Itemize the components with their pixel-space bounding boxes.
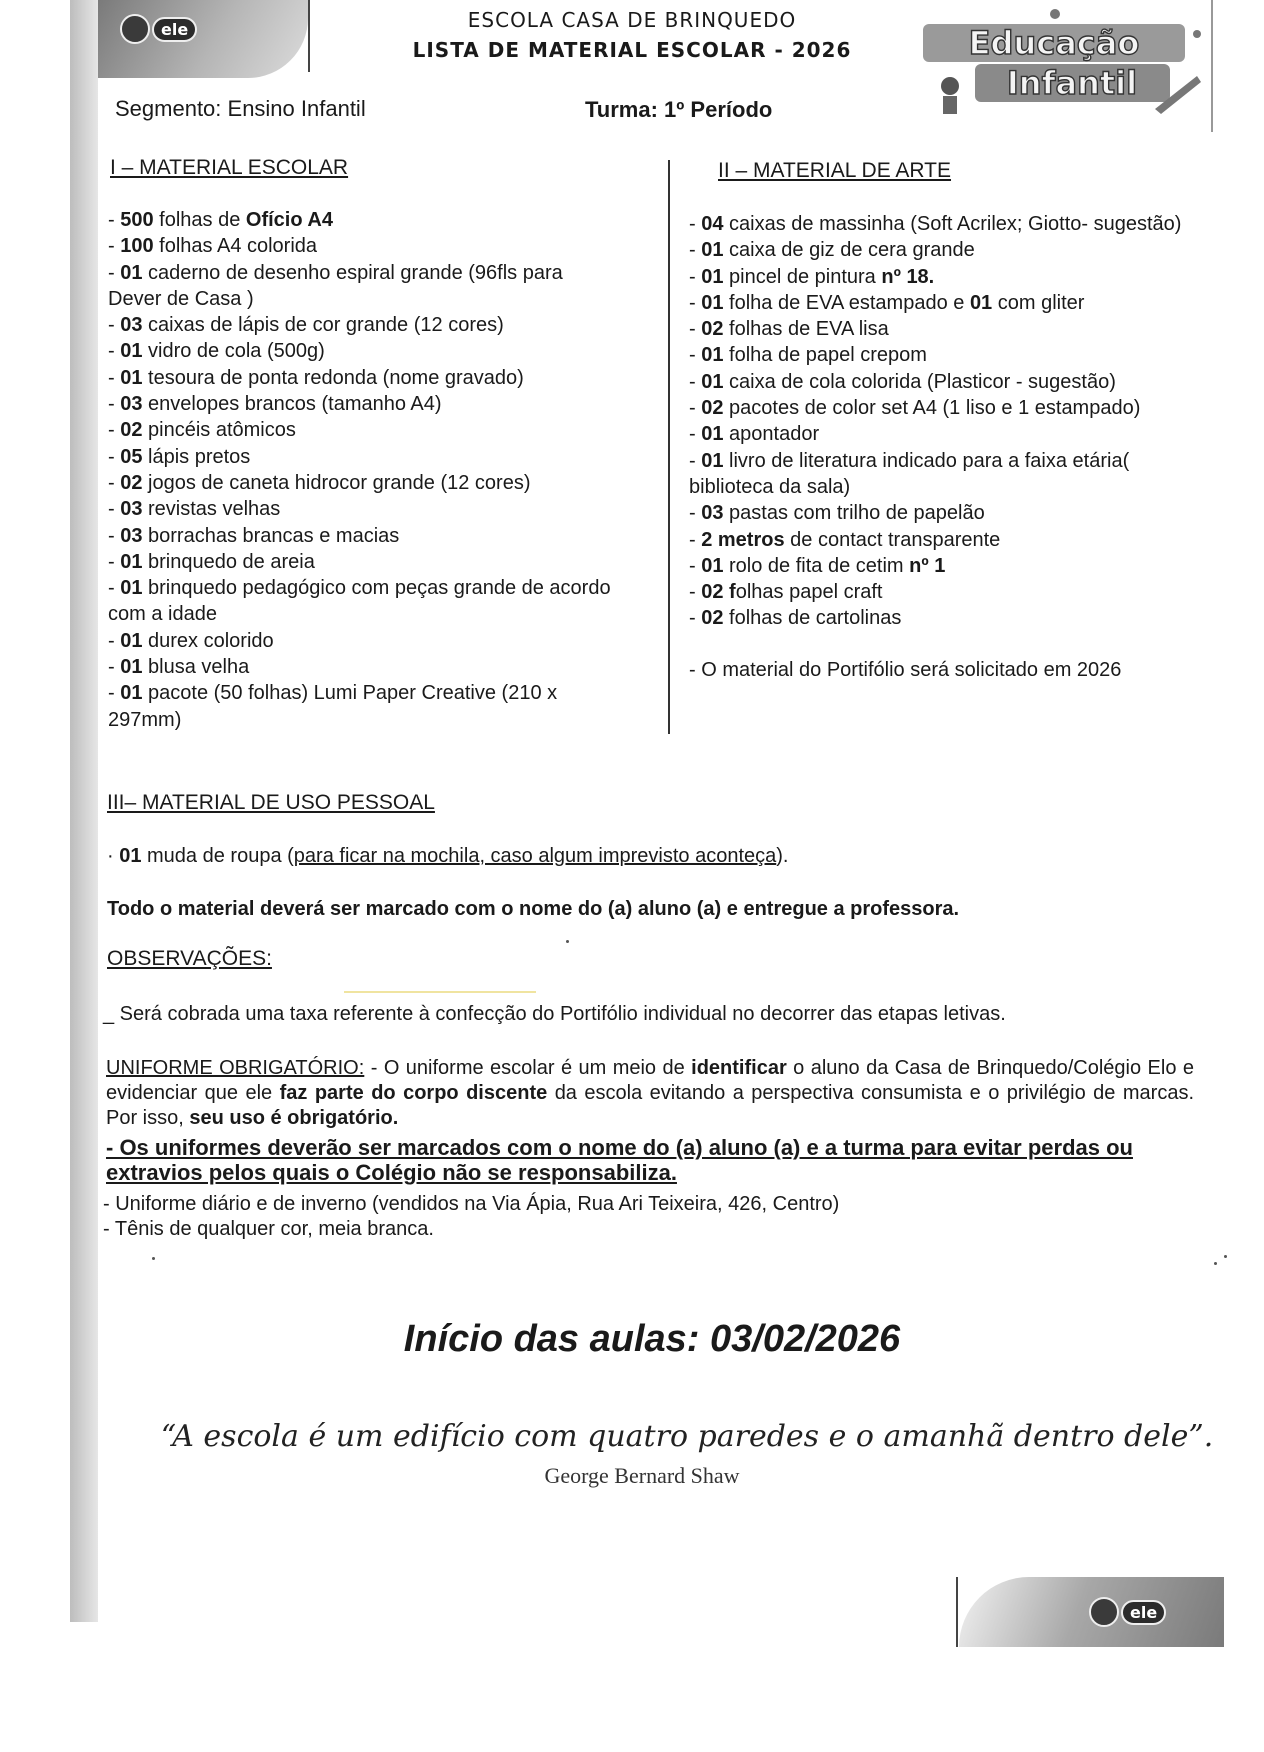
scan-speck <box>566 940 569 943</box>
ele-logo-text-bottom: ele <box>1121 1600 1166 1625</box>
section1-title: I – MATERIAL ESCOLAR <box>110 156 349 179</box>
list-item: - 01 caderno de desenho espiral grande (96fls para Dever de Casa ) <box>108 261 563 310</box>
observations-text: _ Será cobrada uma taxa referente à confecção do Portifólio individual no decorrer das etapas letivas. <box>103 1003 1006 1025</box>
list-item: - 100 folhas A4 colorida <box>108 235 318 258</box>
list-item: - 01 rolo de fita de cetim nº 1 <box>689 554 946 577</box>
list-item: - 500 folhas de Ofício A4 <box>108 209 333 231</box>
list-item: - 03 envelopes brancos (tamanho A4) <box>108 393 442 416</box>
school-name: ESCOLA CASA DE BRINQUEDO <box>467 8 797 32</box>
list-item: - 01 folha de papel crepom <box>689 344 927 367</box>
scan-speck <box>1214 1262 1217 1265</box>
observations-title: OBSERVAÇÕES: <box>107 947 272 970</box>
list-item: - 03 caixas de lápis de cor grande (12 cores) <box>108 314 504 337</box>
list-item: - 03 borrachas brancas e macias <box>108 524 400 547</box>
left-gray-strip <box>70 0 98 1622</box>
ele-logo-text: ele <box>152 17 197 42</box>
list-item: - 03 pastas com trilho de papelão <box>689 502 985 525</box>
seal-icon <box>1089 1597 1119 1627</box>
portfolio-note: - O material do Portifólio será solicitado em 2026 <box>689 659 1122 681</box>
turma-label: Turma: 1º Período <box>585 97 773 122</box>
list-item: - 01 pincel de pintura nº 18. <box>689 265 935 288</box>
list-item: - 04 caixas de massinha (Soft Acrilex; Giotto- sugestão) <box>689 213 1182 235</box>
edu-logo-line2: Infantil <box>1006 64 1138 102</box>
highlight-mark <box>344 991 536 993</box>
school-logo-bottom <box>959 1577 1224 1647</box>
list-item: - 02 pincéis atômicos <box>108 419 296 442</box>
scan-speck <box>152 1257 155 1260</box>
list-item: - 01 tesoura de ponta redonda (nome gravado) <box>108 366 524 389</box>
art-material-list <box>689 211 1199 632</box>
school-material-list <box>108 207 618 733</box>
section2-title: II – MATERIAL DE ARTE <box>718 159 952 182</box>
list-item: - 01 durex colorido <box>108 629 274 652</box>
uniform-daily: - Uniforme diário e de inverno (vendidos na Via Ápia, Rua Ari Teixeira, 426, Centro) <box>103 1193 840 1215</box>
list-item: - 01 brinquedo pedagógico com peças grande de acordo com a idade <box>108 577 611 626</box>
list-item: - 02 pacotes de color set A4 (1 liso e 1 estampado) <box>689 397 1141 420</box>
list-item: - 02 folhas de EVA lisa <box>689 318 889 341</box>
section3-title: III– MATERIAL DE USO PESSOAL <box>107 791 435 814</box>
start-date: Início das aulas: 03/02/2026 <box>403 1318 901 1360</box>
uniform-label: UNIFORME OBRIGATÓRIO: <box>106 1057 365 1079</box>
material-marking-note: Todo o material deverá ser marcado com o nome do (a) aluno (a) e entregue a professora. <box>107 898 960 920</box>
list-title: LISTA DE MATERIAL ESCOLAR - 2026 <box>412 38 852 62</box>
ele-badge-bottom <box>1089 1597 1166 1627</box>
column-divider <box>668 160 670 734</box>
list-item: - 01 apontador <box>689 423 820 446</box>
uniform-shoes: - Tênis de qualquer cor, meia branca. <box>103 1218 434 1240</box>
list-item: - 03 revistas velhas <box>108 498 281 521</box>
list-item: - 01 vidro de cola (500g) <box>108 340 325 363</box>
uniform-paragraph: UNIFORME OBRIGATÓRIO: - O uniforme escolar é um meio de identificar o aluno da Casa de Brinquedo/Colégio Elo e evidenciar que ele faz parte do corpo discente da escola evitando a perspectiva consumista e o privilégio de marcas. Por isso, seu uso é obrigatório. <box>106 1057 1194 1129</box>
personal-item: · 01 muda de roupa (para ficar na mochila, caso algum imprevisto aconteça). <box>107 845 789 867</box>
list-item: - 02 folhas papel craft <box>689 581 883 604</box>
flower-icon <box>1050 9 1060 19</box>
edu-logo-line1: Educação <box>968 24 1140 62</box>
list-item: - 01 livro de literatura indicado para a faixa etária( biblioteca da sala) <box>689 449 1130 498</box>
educacao-infantil-logo <box>905 4 1205 122</box>
list-item: - 01 brinquedo de areia <box>108 550 315 573</box>
scan-speck <box>1224 1255 1227 1258</box>
uniform-warning: - Os uniformes deverão ser marcados com o nome do (a) aluno (a) e a turma para evitar perdas ou extravios pelos quais o Colégio não se responsabiliza. <box>106 1135 1133 1185</box>
list-item: - 01 caixa de cola colorida (Plasticor - sugestão) <box>689 370 1116 393</box>
list-item: - 02 folhas de cartolinas <box>689 607 902 630</box>
list-item: - 01 pacote (50 folhas) Lumi Paper Creative (210 x 297mm) <box>108 682 558 731</box>
list-item: - 01 caixa de giz de cera grande <box>689 239 975 262</box>
bottom-logo-divider <box>956 1577 958 1647</box>
quote-author: George Bernard Shaw <box>544 1463 740 1488</box>
list-item: - 01 folha de EVA estampado e 01 com gliter <box>689 291 1085 314</box>
list-item: - 05 lápis pretos <box>108 445 251 468</box>
list-item: - 01 blusa velha <box>108 656 250 679</box>
child-figure-icon <box>941 77 959 95</box>
list-item: - 2 metros de contact transparente <box>689 528 1001 551</box>
segment-label: Segmento: Ensino Infantil <box>115 96 366 121</box>
edu-logo-divider <box>1211 0 1213 132</box>
list-item: - 02 jogos de caneta hidrocor grande (12 cores) <box>108 471 531 494</box>
quote-text: “A escola é um edifício com quatro paredes e o amanhã dentro dele”. <box>160 1419 1214 1454</box>
